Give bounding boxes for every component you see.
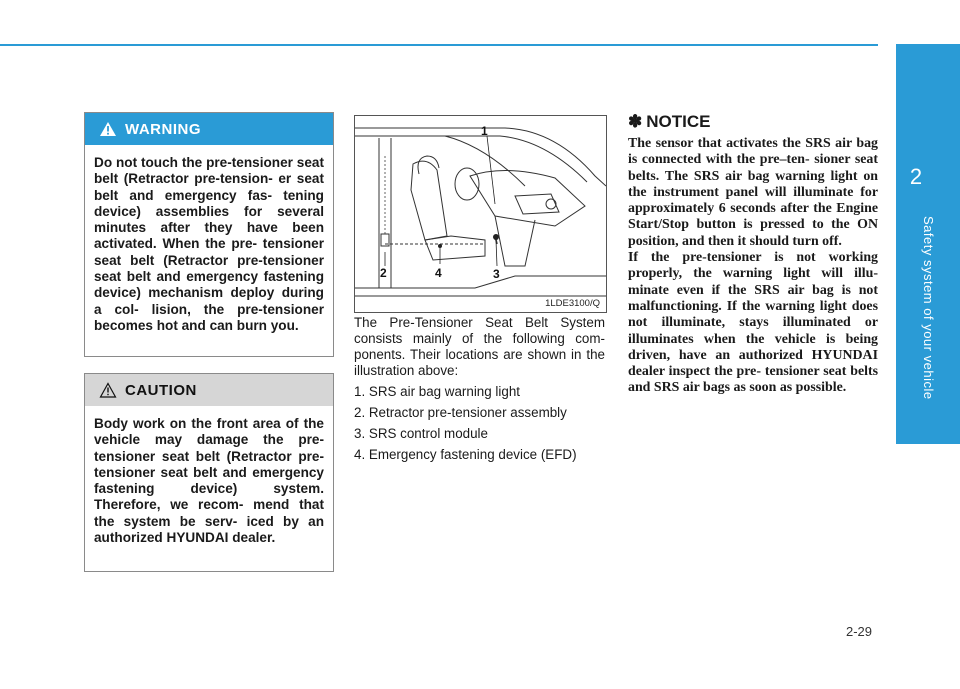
list-item: 3. SRS control module [354, 426, 488, 441]
warning-header [85, 113, 333, 145]
notice-section [628, 112, 878, 397]
intro-paragraph: The Pre-Tensioner Seat Belt System consists mainly of the following com- ponents. Their locations are shown in the illustration above: [354, 315, 605, 378]
chapter-tab [896, 44, 960, 444]
figure-code: 1LDE3100/Q [545, 298, 600, 309]
notice-paragraph: The sensor that activates the SRS air bag is connected with the pre–ten- sioner seat belts. The SRS air bag warning light on the instrument panel will illuminate for approximately 6 seconds after the Engine Start/Stop button is pressed to the ON position, and then it should turn off. [628, 136, 878, 249]
caution-header [85, 374, 333, 406]
chapter-title: Safety system of your vehicle [921, 216, 936, 400]
caution-title: CAUTION [125, 381, 197, 399]
callout-3: 3 [493, 267, 500, 281]
vehicle-interior-drawing [355, 116, 606, 312]
notice-paragraph: If the pre-tensioner is not working properly, the warning light will illu- minate even if the SRS air bag is not malfunctioning. If the warning light does not illuminate, stays illuminated or illuminates when the vehicle is being driven, have an authorized HYUNDAI dealer inspect the pre- tensioner seat belts and SRS air bags as soon as possible. [628, 250, 878, 396]
list-item: 2. Retractor pre-tensioner assembly [354, 405, 567, 420]
seat-belt-illustration [354, 115, 607, 313]
warning-text: Do not touch the pre-tensioner seat belt (Retractor pre-tension- er seat belt and emergency fas- tening device) assemblies for several minutes after they have been activated. When the pre- tensioner seat belt (Retractor pre-tensioner seat belt and emergency fastening device) mechanism deploy during a col- lision, the pre-tensioner becomes hot and can burn you. [94, 155, 324, 333]
notice-star-icon: ✽ [628, 112, 643, 131]
notice-title: NOTICE [646, 112, 711, 131]
component-list [354, 384, 605, 463]
chapter-number: 2 [909, 164, 923, 189]
callout-4: 4 [435, 266, 442, 280]
callout-2: 2 [380, 266, 387, 280]
notice-header [628, 112, 878, 132]
header-rule [0, 44, 878, 46]
warning-box [84, 112, 334, 357]
caution-text: Body work on the front area of the vehicle may damage the pre- tensioner seat belt (Retractor pre-tensioner seat belt and emergency fastening device) system. Therefore, we recom- mend that the system be serv- iced by an authorized HYUNDAI dealer. [94, 416, 324, 546]
components-section [354, 315, 605, 468]
list-item: 4. Emergency fastening device (EFD) [354, 447, 577, 462]
warning-title: WARNING [125, 120, 201, 138]
warning-triangle-icon [99, 121, 117, 137]
callout-1: 1 [481, 124, 488, 138]
caution-triangle-icon [99, 382, 117, 398]
caution-box [84, 373, 334, 572]
list-item: 1. SRS air bag warning light [354, 384, 520, 399]
page-number: 2-29 [846, 624, 873, 639]
